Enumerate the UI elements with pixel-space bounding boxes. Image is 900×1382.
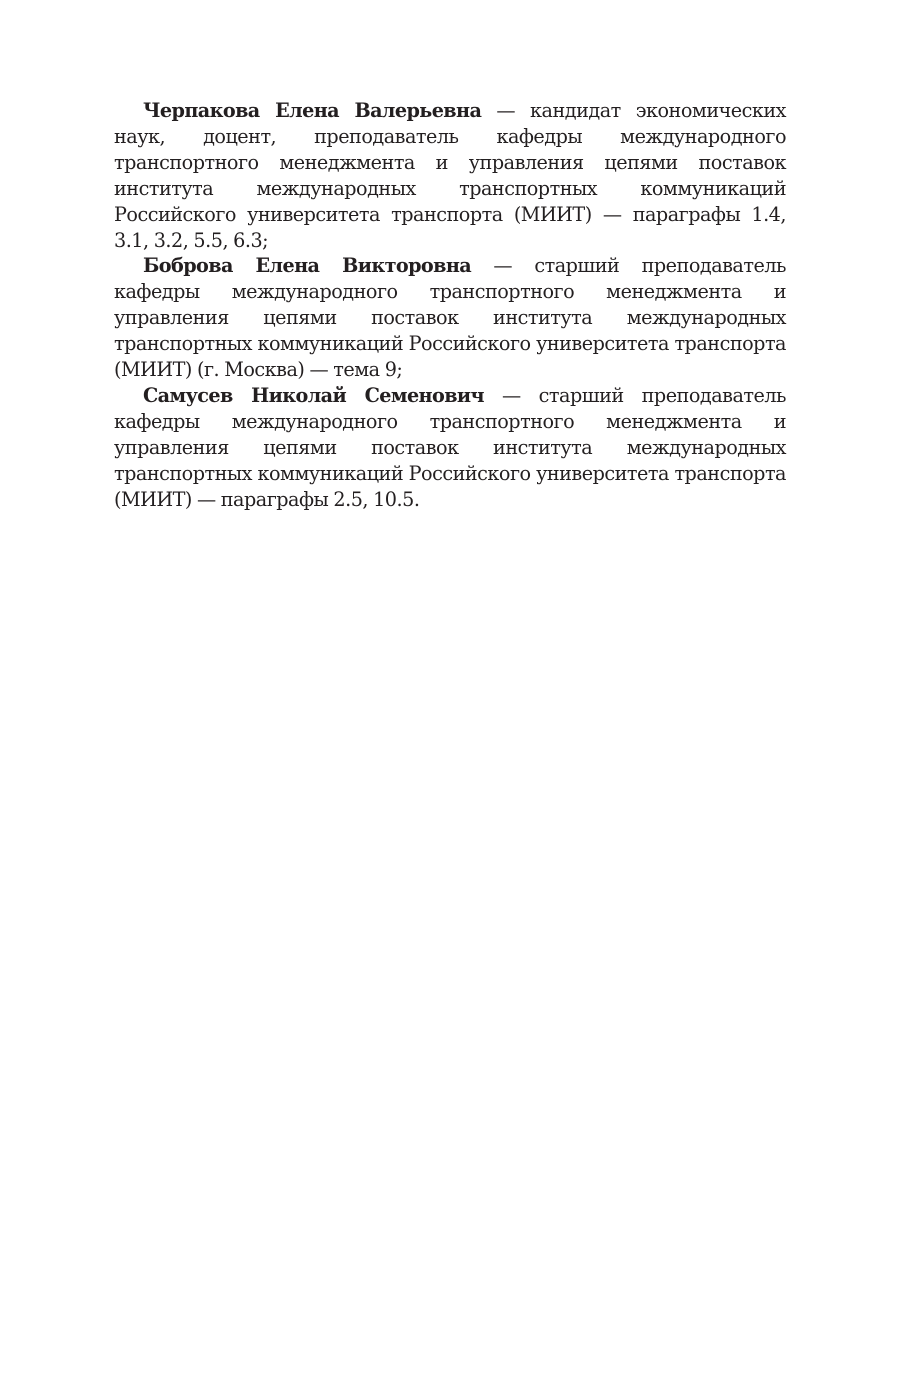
author-entry-cherpakova xyxy=(114,98,786,253)
author-name: Боброва Елена Викторовна xyxy=(143,254,472,278)
author-entry-bobrova xyxy=(114,253,786,383)
author-description: — старший преподаватель кафедры международного транспортного менеджмента и управления цепями поставок института международных транспортных коммуникаций Российского университета транспорта (МИИТ) (г. Москва) — тема 9; xyxy=(114,254,786,382)
author-name: Черпакова Елена Валерьевна xyxy=(143,99,482,122)
author-entry-samusev xyxy=(114,383,786,513)
author-description: — старший преподаватель кафедры международного транспортного менеджмента и управления цепями поставок института международных транспортных коммуникаций Российского университета транспорта (МИИТ) — параграфы 2.5, 10.5. xyxy=(114,383,787,511)
author-name: Самусев Николай Семенович xyxy=(143,383,485,407)
authors-list xyxy=(114,98,786,513)
author-description: — кандидат экономических наук, доцент, преподаватель кафедры международного транспортного менеджмента и управления цепями поставок института международных транспортных коммуникаций Российского университета транспорта (МИИТ) — параграфы 1.4, 3.1, 3.2, 5.5, 6.3; xyxy=(114,99,786,252)
